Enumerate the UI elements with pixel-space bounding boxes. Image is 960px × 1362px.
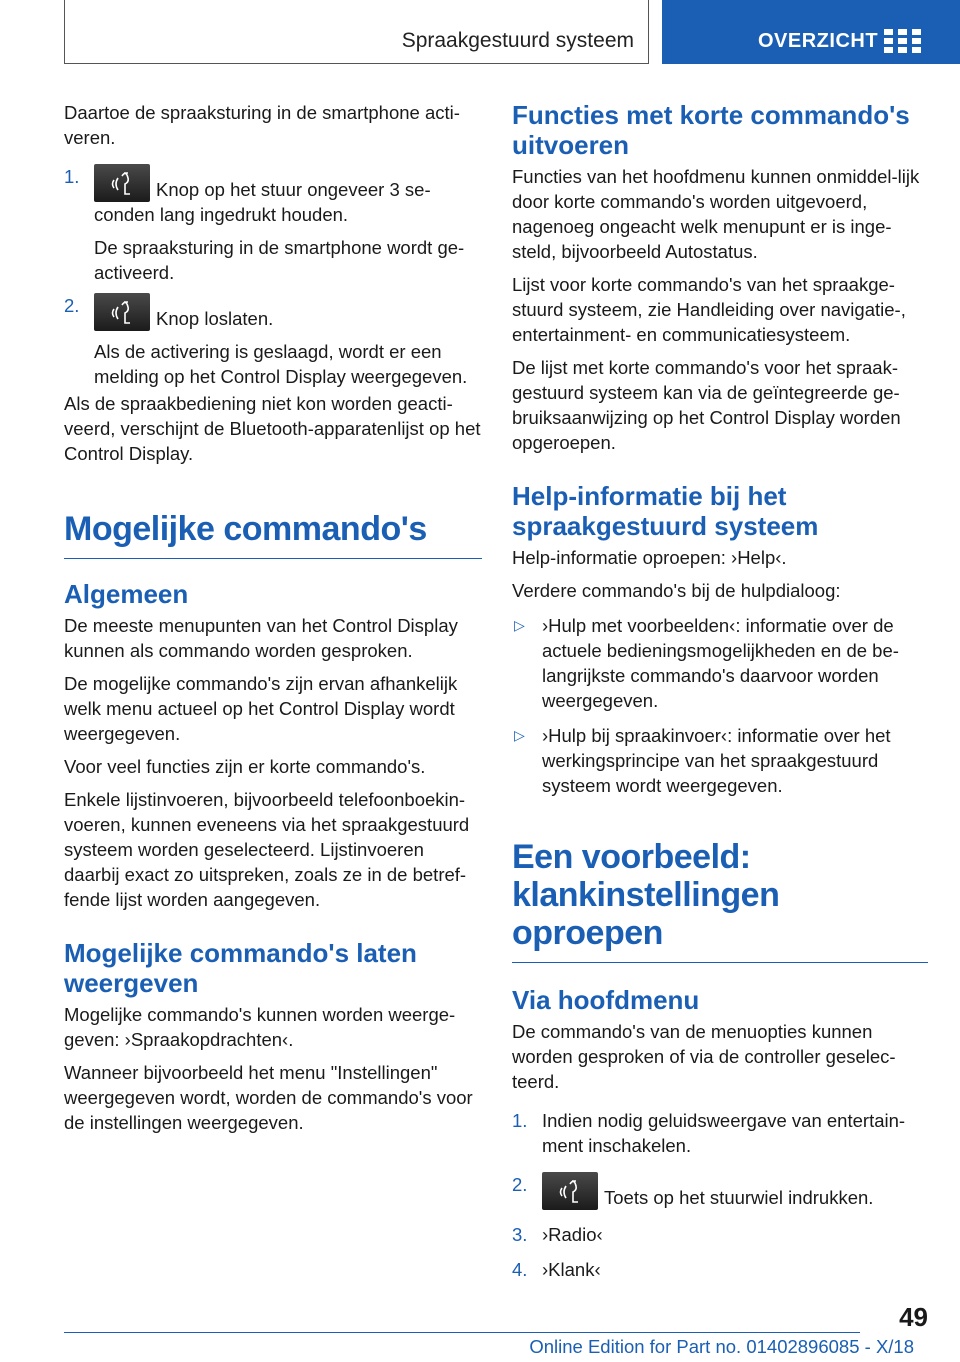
step-number: 2. [64, 295, 80, 316]
right-column [512, 100, 928, 1290]
subsection-heading: Functies met korte commando's uitvoeren [512, 100, 910, 160]
body-text: De lijst met korte commando's voor het spraak‐gestuurd systeem kan via de geïntegreerde ge‐bruiksaanwijzing op het Control Display worden opgeroepen. [512, 357, 901, 453]
header-title: Spraakgestuurd systeem [401, 29, 634, 52]
overview-label: OVERZICHT [758, 30, 879, 52]
subsection-heading: Via hoofdmenu [512, 985, 700, 1015]
overview-tab[interactable] [662, 0, 960, 64]
step-number: 1. [512, 1110, 528, 1131]
subsection-heading: Algemeen [64, 579, 189, 609]
step-text: Knop op het stuur ongeveer 3 se‐conden lang ingedrukt houden. [94, 179, 431, 225]
step-text: Knop loslaten. [156, 308, 274, 329]
list-item [512, 723, 928, 798]
step-number: 3. [512, 1224, 528, 1245]
voice-command-icon [94, 164, 150, 202]
step-number: 1. [64, 166, 80, 187]
grid-icon [884, 29, 922, 53]
list-item [512, 613, 928, 713]
footer-edition: Online Edition for Part no. 01402896085 - X/18 [529, 1336, 914, 1357]
section-heading: Een voorbeeld: klankinstellingen oproepen [512, 838, 928, 963]
step-subtext: De spraaksturing in de smartphone wordt ge‐activeerd. [94, 237, 465, 283]
header-title-box [64, 0, 649, 64]
left-column [64, 100, 482, 1143]
step-text: Toets op het stuurwiel indrukken. [604, 1187, 874, 1208]
list-item [512, 1257, 928, 1282]
triangle-bullet-icon: ▷ [514, 727, 525, 743]
page-number: 49 [899, 1302, 928, 1332]
voice-command-icon [542, 1172, 598, 1210]
bullet-text: ›Hulp met voorbeelden‹: informatie over de actuele bedieningsmogelijkheden en de be‐langrijkste commando's daarvoor worden weergegeven. [542, 615, 899, 711]
body-text: Lijst voor korte commando's van het spraakge‐stuurd systeem, zie Handleiding over navigatie-, entertainment- en communicatiesysteem. [512, 274, 906, 345]
step-text: ›Klank‹ [542, 1259, 601, 1280]
list-item [512, 1172, 928, 1210]
list-item [64, 293, 482, 389]
body-text: Voor veel functies zijn er korte commando's. [64, 756, 426, 777]
section-heading: Mogelijke commando's [64, 510, 482, 559]
step-subtext: Als de activering is geslaagd, wordt er een melding op het Control Display weergegeven. [94, 341, 468, 387]
intro-text: Daartoe de spraaksturing in de smartphone acti‐veren. [64, 102, 460, 148]
body-text: Als de spraakbediening niet kon worden geacti‐veerd, verschijnt de Bluetooth-apparatenlijst op het Control Display. [64, 393, 481, 464]
step-text: Indien nodig geluidsweergave van entertain‐ment inschakelen. [542, 1110, 906, 1156]
voice-command-icon [94, 293, 150, 331]
triangle-bullet-icon: ▷ [514, 617, 525, 633]
step-text: ›Radio‹ [542, 1224, 603, 1245]
body-text: Verdere commando's bij de hulpdialoog: [512, 580, 841, 601]
list-item [512, 1108, 928, 1158]
body-text: De meeste menupunten van het Control Display kunnen als commando worden gesproken. [64, 615, 458, 661]
subsection-heading: Help-informatie bij het spraakgestuurd systeem [512, 481, 819, 541]
list-item [64, 164, 482, 285]
body-text: Help-informatie oproepen: ›Help‹. [512, 547, 787, 568]
step-number: 2. [512, 1174, 528, 1195]
body-text: Enkele lijstinvoeren, bijvoorbeeld telefoonboekin‐voeren, kunnen eveneens via het spraakgestuurd systeem worden geselecteerd. Lijstinvoeren daarbij exact zo uitspreken, zoals ze in de betref‐fende lijst worden aangegeven. [64, 789, 470, 910]
body-text: Functies van het hoofdmenu kunnen onmiddel‐lijk door korte commando's worden uitgevoerd, nagenoeg ongeacht welk menupunt er is inge‐steld, bijvoorbeeld Autostatus. [512, 166, 920, 262]
bullet-text: ›Hulp bij spraakinvoer‹: informatie over het werkingsprincipe van het spraakgestuurd systeem wordt weergegeven. [542, 725, 891, 796]
list-item [512, 1222, 928, 1247]
body-text: De commando's van de menuopties kunnen worden gesproken of via de controller geselec‐teerd. [512, 1021, 896, 1092]
footer-divider [64, 1332, 860, 1333]
subsection-heading: Mogelijke commando's laten weergeven [64, 938, 417, 998]
step-number: 4. [512, 1259, 528, 1280]
body-text: Wanneer bijvoorbeeld het menu "Instellingen" weergegeven wordt, worden de commando's voor de instellingen weergegeven. [64, 1062, 473, 1133]
body-text: Mogelijke commando's kunnen worden weerge‐geven: ›Spraakopdrachten‹. [64, 1004, 456, 1050]
body-text: De mogelijke commando's zijn ervan afhankelijk welk menu actueel op het Control Display wordt weergegeven. [64, 673, 458, 744]
